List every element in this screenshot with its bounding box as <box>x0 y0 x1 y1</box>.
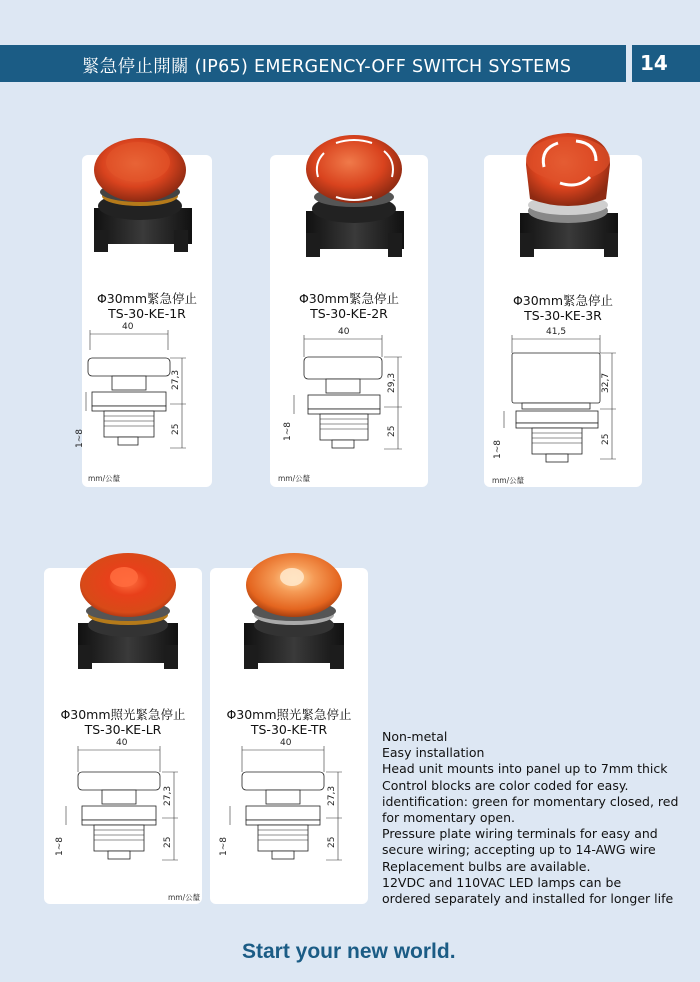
unit-label: mm/公釐 <box>492 476 525 485</box>
dimension-drawing <box>75 320 212 470</box>
feature-item: Head unit mounts into panel up to 7mm thick <box>382 761 668 777</box>
product-card-1 <box>75 155 212 487</box>
height-dim: 29,3 <box>387 372 397 393</box>
height-dim: 27,3 <box>171 369 181 390</box>
dimension-drawing <box>210 736 368 886</box>
width-dim: 40 <box>280 738 292 748</box>
feature-item: Pressure plate wiring terminals for easy and <box>382 826 658 842</box>
product-name: Φ30mm緊急停止 <box>512 293 614 308</box>
feature-item: identification: green for momentary closed, red for momentary open. <box>382 793 679 826</box>
height-dim: 32,7 <box>601 372 611 393</box>
page-title: 緊急停止開關 (IP65) EMERGENCY-OFF SWITCH SYSTEMS <box>82 57 572 77</box>
panel-dim: 1~8 <box>493 440 503 459</box>
product-model: TS-30-KE-2R <box>310 306 388 321</box>
product-card-4 <box>44 568 202 904</box>
switch-photo <box>82 120 212 250</box>
feature-list <box>382 729 682 907</box>
panel-dim: 1~8 <box>75 429 85 448</box>
width-dim: 40 <box>116 738 128 748</box>
dimension-drawing <box>270 325 428 475</box>
unit-label: mm/公釐 <box>278 474 311 483</box>
width-dim: 40 <box>338 327 350 337</box>
feature-item: Replacement bulbs are available. <box>382 858 591 874</box>
switch-photo <box>224 533 364 673</box>
feature-item: Non-metal <box>382 729 448 744</box>
height-dim: 27,3 <box>327 785 337 806</box>
slogan: Start your new world. <box>242 940 456 963</box>
header-divider <box>626 45 632 82</box>
product-name: Φ30mm緊急停止 <box>96 291 198 306</box>
feature-item: Control blocks are color coded for easy. <box>382 777 629 793</box>
dimension-drawing <box>484 325 642 475</box>
product-card-5 <box>210 568 368 904</box>
unit-label: mm/公釐 <box>168 893 201 902</box>
feature-item: 12VDC and 110VAC LED lamps can be <box>382 874 622 890</box>
page-number: 14 <box>640 51 668 75</box>
product-model: TS-30-KE-3R <box>524 308 602 323</box>
width-dim: 40 <box>122 322 134 332</box>
base-dim: 25 <box>601 433 611 445</box>
product-card-3 <box>484 155 642 487</box>
feature-item: ordered separately and installed for longer life <box>382 891 674 907</box>
feature-item: secure wiring; accepting up to 14-AWG wire <box>382 842 656 858</box>
switch-photo <box>58 533 198 673</box>
height-dim: 27,3 <box>163 785 173 806</box>
product-model: TS-30-KE-TR <box>250 722 328 737</box>
switch-photo <box>292 125 422 255</box>
dimension-drawing <box>44 736 202 886</box>
base-dim: 25 <box>327 836 337 848</box>
product-name: Φ30mm緊急停止 <box>298 291 400 306</box>
panel-dim: 1~8 <box>219 837 229 856</box>
product-name: Φ30mm照光緊急停止 <box>226 707 352 722</box>
page-header <box>0 45 700 82</box>
unit-label: mm/公釐 <box>88 474 121 483</box>
product-name: Φ30mm照光緊急停止 <box>60 707 186 722</box>
product-model: TS-30-KE-LR <box>84 722 162 737</box>
product-card-2 <box>270 155 428 487</box>
product-model: TS-30-KE-1R <box>108 306 186 321</box>
base-dim: 25 <box>387 425 397 437</box>
feature-item: Easy installation <box>382 745 485 761</box>
width-dim: 41,5 <box>546 327 567 337</box>
base-dim: 25 <box>163 836 173 848</box>
panel-dim: 1~8 <box>55 837 65 856</box>
base-dim: 25 <box>171 423 181 435</box>
switch-photo <box>504 125 634 255</box>
panel-dim: 1~8 <box>283 422 293 441</box>
